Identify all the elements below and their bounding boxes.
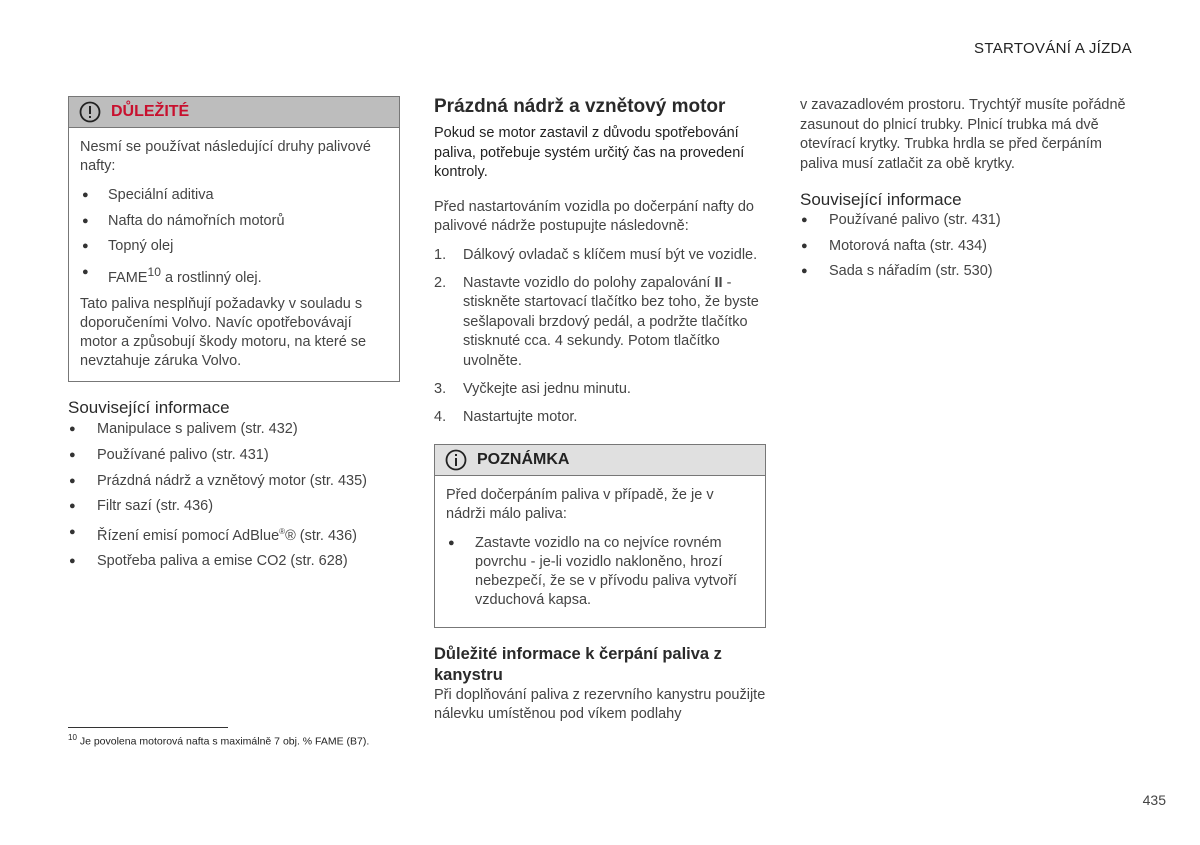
step-item — [434, 380, 766, 400]
note-list — [446, 534, 754, 610]
warning-icon — [79, 101, 101, 123]
note-box-body — [435, 476, 765, 627]
related-link[interactable]: ● Filtr sazí (str. 436) — [68, 496, 400, 516]
section-title: Prázdná nádrž a vznětový motor — [434, 96, 726, 117]
note-box — [434, 444, 766, 628]
related-link[interactable] — [68, 522, 400, 546]
important-box-body — [69, 128, 399, 381]
registered-mark: ® — [279, 526, 286, 536]
step-text: Vyčkejte asi jednu minutu. — [463, 380, 631, 397]
related-link[interactable]: ● Motorová nafta (str. 434) — [800, 236, 1140, 256]
column-right — [800, 96, 1140, 287]
list-item: ● Speciální aditiva — [80, 186, 388, 205]
related-list — [800, 210, 1140, 281]
step-text-rest: - stiskněte startovací tlačítko bez toho, že byste sešlapovali brzdový pedál, a podržte tlačítko stisknuté cca. 4 sekundy. Potom tlačítko uvolněte. — [463, 274, 759, 369]
step-text-start: Nastavte vozidlo do polohy zapalování — [463, 274, 711, 291]
running-header: STARTOVÁNÍ A JÍZDA — [974, 40, 1132, 57]
fame-text: FAME — [108, 269, 148, 286]
related-list — [68, 419, 400, 571]
note-intro: Před dočerpáním paliva v případě, že je v nádrži málo paliva: — [446, 487, 714, 522]
adblue-text: Řízení emisí pomocí AdBlue — [97, 527, 280, 544]
ignition-position: II — [714, 274, 723, 291]
canister-title: Důležité informace k čerpání paliva z kanystru — [434, 644, 722, 684]
related-title: Související informace — [800, 190, 962, 209]
list-item — [80, 263, 388, 288]
list-item: ● Topný olej — [80, 237, 388, 256]
canister-text: Při doplňování paliva z rezervního kanystru použijte nálevku umístěnou pod víkem podlahy — [434, 686, 766, 722]
list-item: ● Nafta do námořních motorů — [80, 212, 388, 231]
step-text — [463, 274, 766, 372]
fame-rest: a rostlinný olej. — [164, 269, 262, 286]
procedure-intro: Před nastartováním vozidla po dočerpání nafty do palivové nádrže postupujte následovně: — [434, 198, 754, 234]
footnote-divider — [68, 727, 228, 728]
related-link[interactable]: ● Používané palivo (str. 431) — [800, 210, 1140, 230]
step-number: 4. — [434, 408, 447, 425]
important-box-header — [69, 97, 399, 128]
related-link[interactable]: ● Spotřeba paliva a emise CO2 (str. 628) — [68, 551, 400, 571]
important-outro: Tato paliva nesplňují požadavky v souladu s doporučeními Volvo. Navíc opotřebovávají motor a způsobují škody motoru, na které se nevztahuje záruka Volvo. — [80, 296, 367, 370]
column-left — [68, 96, 400, 577]
procedure-steps — [434, 246, 766, 428]
related-link[interactable]: ● Prázdná nádrž a vznětový motor (str. 435) — [68, 471, 400, 491]
footnote-number: 10 — [68, 733, 77, 742]
step-text: Nastartujte motor. — [463, 408, 578, 425]
section-lead: Pokud se motor zastavil z důvodu spotřebování paliva, potřebuje systém určitý čas na provedení kontroly. — [434, 125, 745, 180]
canister-text-continued: v zavazadlovém prostoru. Trychtýř musíte pořádně zasunout do plnicí trubky. Plnicí trubka má dvě otevírací krytky. Trubka hrdla se před čerpáním paliva musí zatlačit za obě krytky. — [800, 97, 1126, 172]
important-label: DŮLEŽITÉ — [111, 103, 190, 120]
page-number: 435 — [1142, 792, 1166, 808]
important-list — [80, 186, 388, 287]
column-middle — [434, 96, 766, 725]
list-item: ● Zastavte vozidlo na co nejvíce rovném povrchu - je-li vozidlo nakloněno, hrozí nebezpečí, že se v přívodu paliva vytvoří vzduchová kapsa. — [446, 534, 754, 610]
important-intro: Nesmí se používat následující druhy palivové nafty: — [80, 139, 371, 174]
related-section-left — [68, 398, 400, 571]
footnote-ref[interactable]: 10 — [147, 264, 161, 279]
footnote-text: Je povolena motorová nafta s maximálně 7 obj. % FAME (B7). — [79, 735, 370, 748]
related-section-right — [800, 190, 1140, 281]
note-label: POZNÁMKA — [477, 451, 570, 468]
step-item — [434, 408, 766, 428]
related-link[interactable]: ● Používané palivo (str. 431) — [68, 445, 400, 465]
step-item — [434, 274, 766, 372]
note-box-header — [435, 445, 765, 476]
important-box — [68, 96, 400, 382]
canister-section — [434, 644, 766, 725]
step-item — [434, 246, 766, 266]
related-link[interactable]: ● Manipulace s palivem (str. 432) — [68, 419, 400, 439]
related-link[interactable]: ● Sada s nářadím (str. 530) — [800, 261, 1140, 281]
step-text: Dálkový ovladač s klíčem musí být ve vozidle. — [463, 246, 758, 263]
footnote — [68, 733, 369, 748]
info-icon — [445, 449, 467, 471]
step-number: 2. — [434, 274, 447, 291]
step-number: 1. — [434, 246, 447, 263]
related-title: Související informace — [68, 398, 230, 418]
step-number: 3. — [434, 380, 447, 397]
adblue-rest: ® (str. 436) — [285, 527, 357, 544]
